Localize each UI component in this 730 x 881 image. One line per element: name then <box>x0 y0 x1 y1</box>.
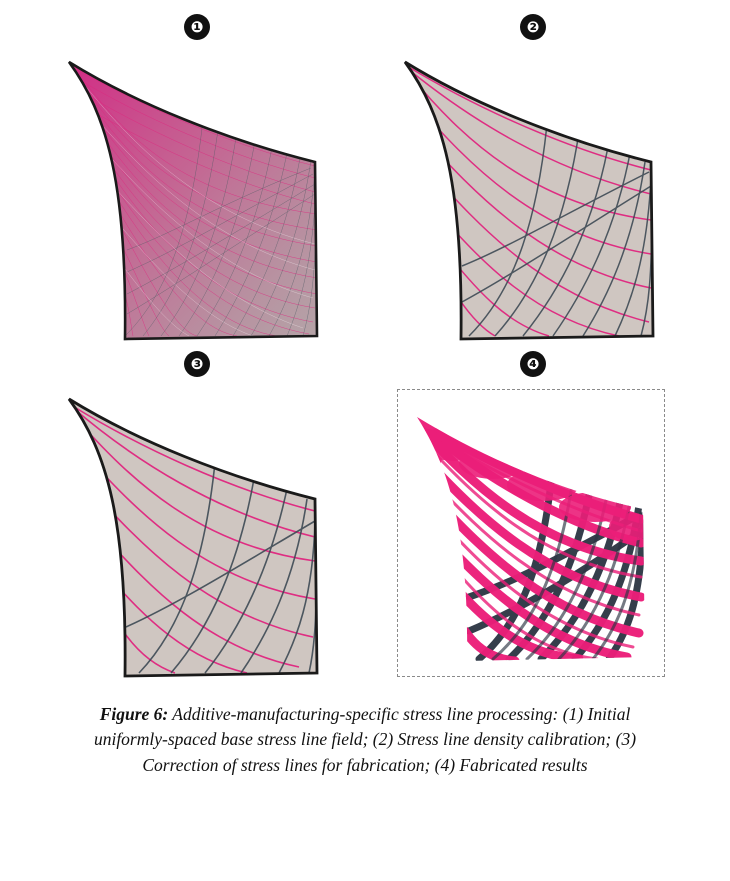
panel-3 <box>40 351 354 686</box>
figure-caption-text: Additive-manufacturing-specific stress line processing: (1) Initial uniformly-spaced base stress line field; (2) Stress line density calibration; (3) Correction of stress lines for fabrication; (4) Fabricated results <box>93 704 637 775</box>
panel-2-number-badge: ❷ <box>520 14 546 40</box>
panel-3-canvas <box>47 381 347 686</box>
panel-2-canvas <box>383 44 683 349</box>
panel-1 <box>40 14 354 349</box>
panel-2 <box>376 14 690 349</box>
panel-1-canvas <box>47 44 347 349</box>
panel-grid <box>40 14 690 686</box>
fabricated-result-frame <box>397 389 665 677</box>
panel-3-number-badge: ❸ <box>184 351 210 377</box>
figure-caption <box>65 702 665 778</box>
panel-4-canvas <box>383 381 683 686</box>
panel-4-number-badge: ❹ <box>520 351 546 377</box>
panel-1-number-badge: ❶ <box>184 14 210 40</box>
figure-label: Figure 6: <box>99 704 169 724</box>
panel-4 <box>376 351 690 686</box>
